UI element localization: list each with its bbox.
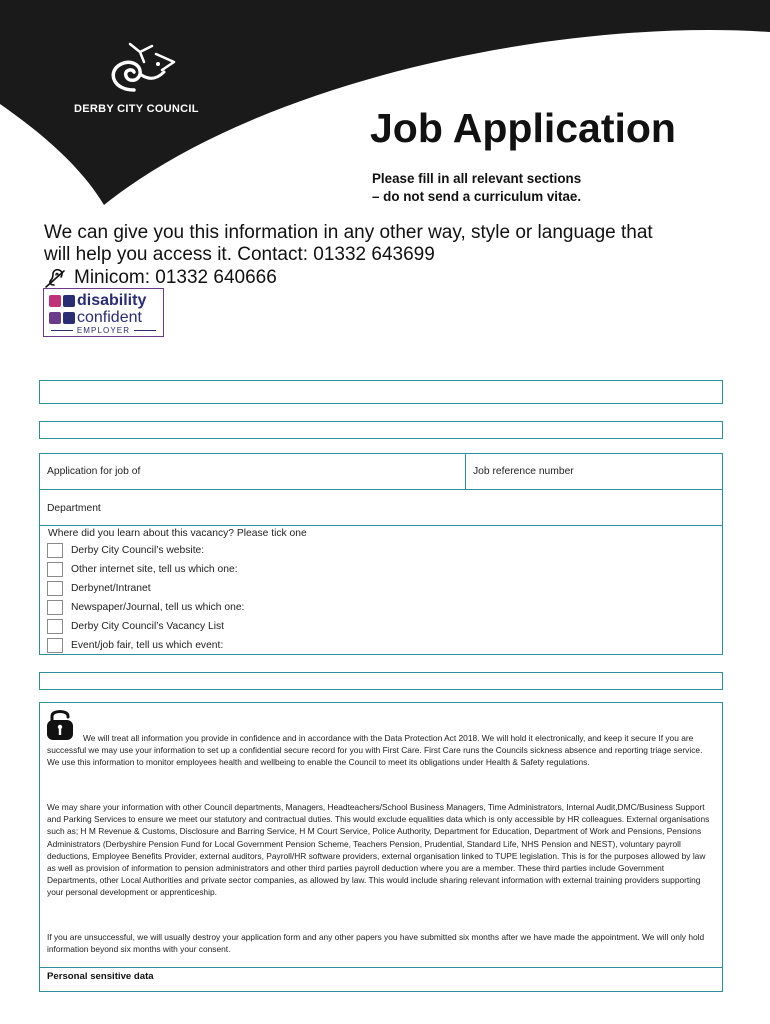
section-band-3 <box>39 672 723 690</box>
instructions <box>372 170 581 205</box>
personal-sensitive-data-label: Personal sensitive data <box>47 971 154 982</box>
vacancy-option[interactable] <box>47 542 204 559</box>
job-reference-field[interactable] <box>600 454 722 489</box>
badge-row-2 <box>49 310 142 325</box>
vacancy-option-label: Event/job fair, tell us which event: <box>71 640 224 651</box>
minicom-line <box>44 267 277 289</box>
vacancy-option-label: Derby City Council’s Vacancy List <box>71 621 224 632</box>
data-protection-paragraph-1: We will treat all information you provide in confidence and in accordance with the Data Protection Act 2018. We will hold it electronically, and keep it secure If you are successful we may use your information to set up a confidential secure record for you with First Care. First Care runs the Councils sickness absence and reporting triage service. We use this information to monitor employees health and wellbeing to enable the Council to meet its obligations under Health & Safety regulations. <box>47 733 703 768</box>
department-field[interactable] <box>120 490 720 525</box>
vacancy-option-label: Other internet site, tell us which one: <box>71 564 238 575</box>
data-protection-paragraph-3: If you are unsuccessful, we will usually destroy your application form and any other papers you have submitted six months after we have made the appointment. We will only hold information beyond six months with your consent. <box>47 932 705 955</box>
department-row <box>39 489 723 526</box>
disability-confident-badge <box>43 288 164 337</box>
minicom-text: Minicom: 01332 640666 <box>74 267 277 288</box>
vacancy-option[interactable] <box>47 618 224 635</box>
council-name: DERBY CITY COUNCIL <box>74 103 199 115</box>
instructions-line-1: Please fill in all relevant sections <box>372 171 582 186</box>
checkbox[interactable] <box>47 638 63 653</box>
job-reference-label: Job reference number <box>473 466 574 477</box>
lock-square-icon <box>49 312 61 324</box>
vacancy-option[interactable] <box>47 599 244 616</box>
badge-row-1 <box>49 293 146 308</box>
badge-word-disability: disability <box>77 292 147 309</box>
section-band-2 <box>39 421 723 439</box>
council-logo-icon <box>100 40 180 100</box>
checkbox[interactable] <box>47 619 63 634</box>
checkbox[interactable] <box>47 562 63 577</box>
speech-icon <box>63 312 75 324</box>
badge-word-employer: EMPLOYER <box>44 326 163 335</box>
page-title: Job Application <box>370 105 676 151</box>
cell-divider <box>465 454 466 489</box>
data-protection-section <box>39 702 723 992</box>
checkbox[interactable] <box>47 543 63 558</box>
accessibility-statement: We can give you this information in any other way, style or language that will help you access it. Contact: 01332 643699 <box>44 222 653 265</box>
vacancy-option[interactable] <box>47 561 238 578</box>
instructions-line-2: – do not send a curriculum vitae. <box>372 188 582 204</box>
department-label: Department <box>47 503 101 514</box>
job-details-row <box>39 453 723 490</box>
vacancy-option-label: Newspaper/Journal, tell us which one: <box>71 602 245 613</box>
people-icon <box>49 295 61 307</box>
application-for-job-label: Application for job of <box>47 466 141 477</box>
data-protection-paragraph-2: We may share your information with other Council departments, Managers, Headteachers/School Business Managers, Time Administrators, Internal Audit,DMC/Business Support and Parking Services to ensure we meet our statutory and contractual duties. This would exclude equalities data which is only accessible by HR colleagues. External organisations such as; H M Revenue & Customs, Disclosure and Barring Service, H M Court Service, Police Authority, Department for Education, Department of Work and Pensions, Pensions Administrators (Derbyshire Pension Fund for Local Government Pension Scheme, Teachers Pension, Prudential, Standard Life, NHS Pension and NEST), voluntary payroll deductions, Employee Benefits Provider, external auditors, Payroll/HR software providers, external organisation linked to TUPE legislation. This is for the purposes allowed by law as well as provision of information to pension administrators and other third parties payroll deduction where you are a member. These third parties include Government Departments, other Local Authorities and private sector companies, as allowed by law. This would include sharing relevant information with external training providers supporting your personal development or apprenticeship. <box>47 802 710 898</box>
vacancy-option-label: Derby City Council’s website: <box>71 545 205 556</box>
vacancy-option[interactable] <box>47 580 151 597</box>
section-band-1 <box>39 380 723 404</box>
checkbox[interactable] <box>47 600 63 615</box>
chart-icon <box>63 295 75 307</box>
vacancy-question: Where did you learn about this vacancy? Please tick one <box>48 528 307 539</box>
vacancy-source-section <box>39 525 723 655</box>
vacancy-option-label: Derbynet/Intranet <box>71 583 151 594</box>
vacancy-option[interactable] <box>47 637 223 654</box>
checkbox[interactable] <box>47 581 63 596</box>
hearing-loop-icon <box>44 268 66 288</box>
personal-sensitive-data-row <box>39 967 723 993</box>
badge-word-confident: confident <box>77 309 142 326</box>
application-for-job-field[interactable] <box>170 454 464 489</box>
